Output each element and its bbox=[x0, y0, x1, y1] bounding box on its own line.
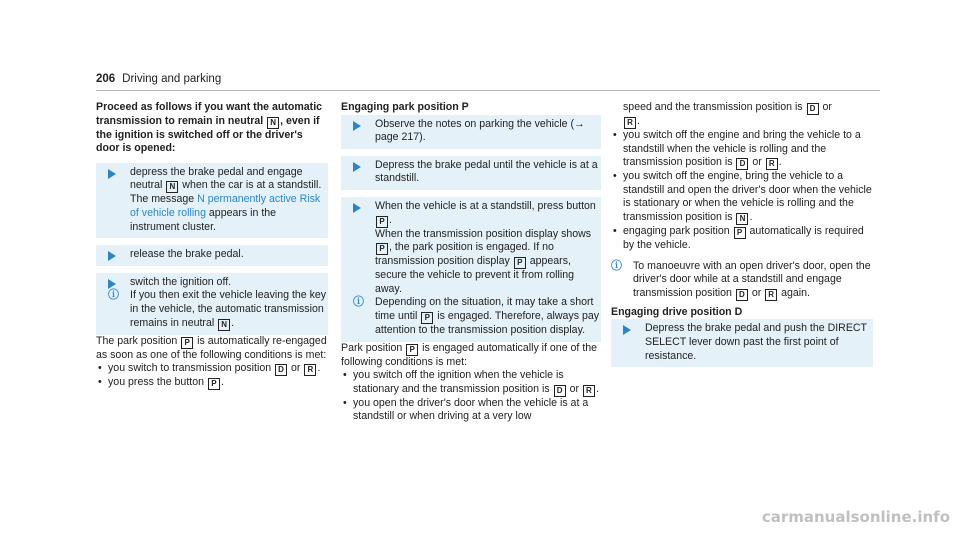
key-r-symbol: R bbox=[765, 289, 777, 301]
list-item-continued: speed and the transmission position is D or R . bbox=[623, 101, 832, 127]
note: ⓘ If you then exit the vehicle leaving the key in the vehicle, the automatic transmission remains in neutral N . bbox=[108, 289, 327, 329]
body-paragraph: The park position P is automatically re-engaged as soon as one of the following conditions is met: bbox=[96, 334, 327, 361]
bullet-icon: • bbox=[613, 129, 617, 141]
bullet-icon: • bbox=[98, 376, 102, 389]
key-p-symbol: P bbox=[734, 227, 746, 239]
list-item: • you switch off the ignition when the vehicle is stationary and the transmission position is D or R . bbox=[343, 369, 599, 395]
instruction-step: depress the brake pedal and engage neutral N when the car is at a standstill. The message N permanently active Risk of vehicle rolling appears in the instrument cluster. bbox=[96, 163, 328, 238]
list-item: • you switch off the engine, bring the vehicle to a standstill and open the driver's door when the vehicle is stationary or when the vehicle is rolling and the transmission position is N . bbox=[613, 170, 872, 223]
instruction-step: release the brake pedal. bbox=[96, 245, 328, 266]
key-d-symbol: D bbox=[736, 289, 748, 301]
info-icon: ⓘ bbox=[108, 289, 119, 302]
note: ⓘ Depending on the situation, it may take a short time until P is engaged. Therefore, always pay attention to the transmission position display. bbox=[353, 296, 600, 336]
neutral-heading: Proceed as follows if you want the automatic transmission to remain in neutral N , even if the ignition is switched off or the driver's door is opened: bbox=[96, 101, 323, 155]
header-rule bbox=[96, 90, 880, 91]
step-arrow-icon bbox=[108, 251, 116, 261]
bullet-icon: • bbox=[98, 362, 102, 375]
list-item: • you press the button P . bbox=[98, 376, 224, 389]
page-number: 206 bbox=[96, 73, 116, 85]
list-item: • you switch off the engine and bring the vehicle to a standstill when the vehicle is rolling and the transmission position is D or R . bbox=[613, 129, 861, 169]
key-p-symbol: P bbox=[406, 344, 418, 356]
key-p-symbol: P bbox=[514, 257, 526, 269]
page-header bbox=[96, 73, 880, 91]
key-p-symbol: P bbox=[421, 312, 433, 324]
step-arrow-icon bbox=[108, 279, 116, 289]
step-arrow-icon bbox=[353, 203, 361, 213]
instruction-step: When the vehicle is at a standstill, press button P . When the transmission position display shows P , the park position is engaged. If no transmission position display P appears, secure the vehicle to prevent it from rolling away. ⓘ Depending on the situation, it may take a short time until P is engaged. Therefore, always pay attention to the transmission position display. bbox=[341, 197, 601, 342]
section-title: Driving and parking bbox=[122, 73, 222, 85]
key-p-symbol: P bbox=[376, 216, 388, 228]
key-n-symbol: N bbox=[166, 181, 178, 193]
bullet-icon: • bbox=[613, 170, 617, 183]
key-r-symbol: R bbox=[583, 385, 595, 397]
step-arrow-icon bbox=[353, 162, 361, 172]
instruction-step: Observe the notes on parking the vehicle (→ page 217). bbox=[341, 115, 601, 149]
key-p-symbol: P bbox=[181, 337, 193, 349]
column-1 bbox=[96, 101, 328, 390]
key-n-symbol: N bbox=[267, 117, 279, 129]
bullet-icon: • bbox=[343, 369, 347, 382]
bullet-icon: • bbox=[613, 224, 617, 237]
key-r-symbol: R bbox=[624, 117, 636, 129]
info-icon: ⓘ bbox=[611, 259, 622, 272]
list-item: • engaging park position P automatically is required by the vehicle. bbox=[613, 224, 864, 251]
key-d-symbol: D bbox=[554, 385, 566, 397]
body-paragraph: Park position P is engaged automatically if one of the following conditions is met: bbox=[341, 341, 598, 368]
key-d-symbol: D bbox=[275, 364, 287, 376]
key-r-symbol: R bbox=[304, 364, 316, 376]
step-arrow-icon bbox=[353, 121, 361, 131]
key-n-symbol: N bbox=[736, 213, 748, 225]
instruction-step: switch the ignition off. ⓘ If you then exit the vehicle leaving the key in the vehicle, the automatic transmission remains in neutral N . bbox=[96, 273, 328, 335]
key-n-symbol: N bbox=[218, 319, 230, 331]
step-arrow-icon bbox=[623, 325, 631, 335]
key-p-symbol: P bbox=[208, 378, 220, 390]
info-icon: ⓘ bbox=[353, 296, 364, 309]
park-position-heading: Engaging park position P bbox=[341, 101, 469, 113]
instruction-step: Depress the brake pedal until the vehicle is at a standstill. bbox=[341, 156, 601, 190]
list-item: • you open the driver's door when the vehicle is at a standstill or when driving at a very low bbox=[343, 396, 589, 423]
key-p-symbol: P bbox=[376, 243, 388, 255]
display-message-text: N permanently active Risk of vehicle rolling bbox=[130, 193, 321, 219]
column-2 bbox=[341, 101, 601, 424]
note: ⓘ To manoeuvre with an open driver's door, open the driver's door while at a standstill and engage transmission position D or R again. bbox=[611, 259, 871, 299]
key-d-symbol: D bbox=[807, 103, 819, 115]
list-item: • you switch to transmission position D or R . bbox=[98, 362, 321, 375]
bullet-icon: • bbox=[343, 396, 347, 409]
drive-position-heading: Engaging drive position D bbox=[611, 305, 743, 318]
key-r-symbol: R bbox=[766, 158, 778, 170]
column-3 bbox=[611, 101, 873, 367]
instruction-step: Depress the brake pedal and push the DIRECT SELECT lever down past the first point of resistance. bbox=[611, 319, 873, 367]
key-d-symbol: D bbox=[736, 158, 748, 170]
step-arrow-icon bbox=[108, 169, 116, 179]
watermark: carmanualsonline.info bbox=[761, 508, 950, 526]
